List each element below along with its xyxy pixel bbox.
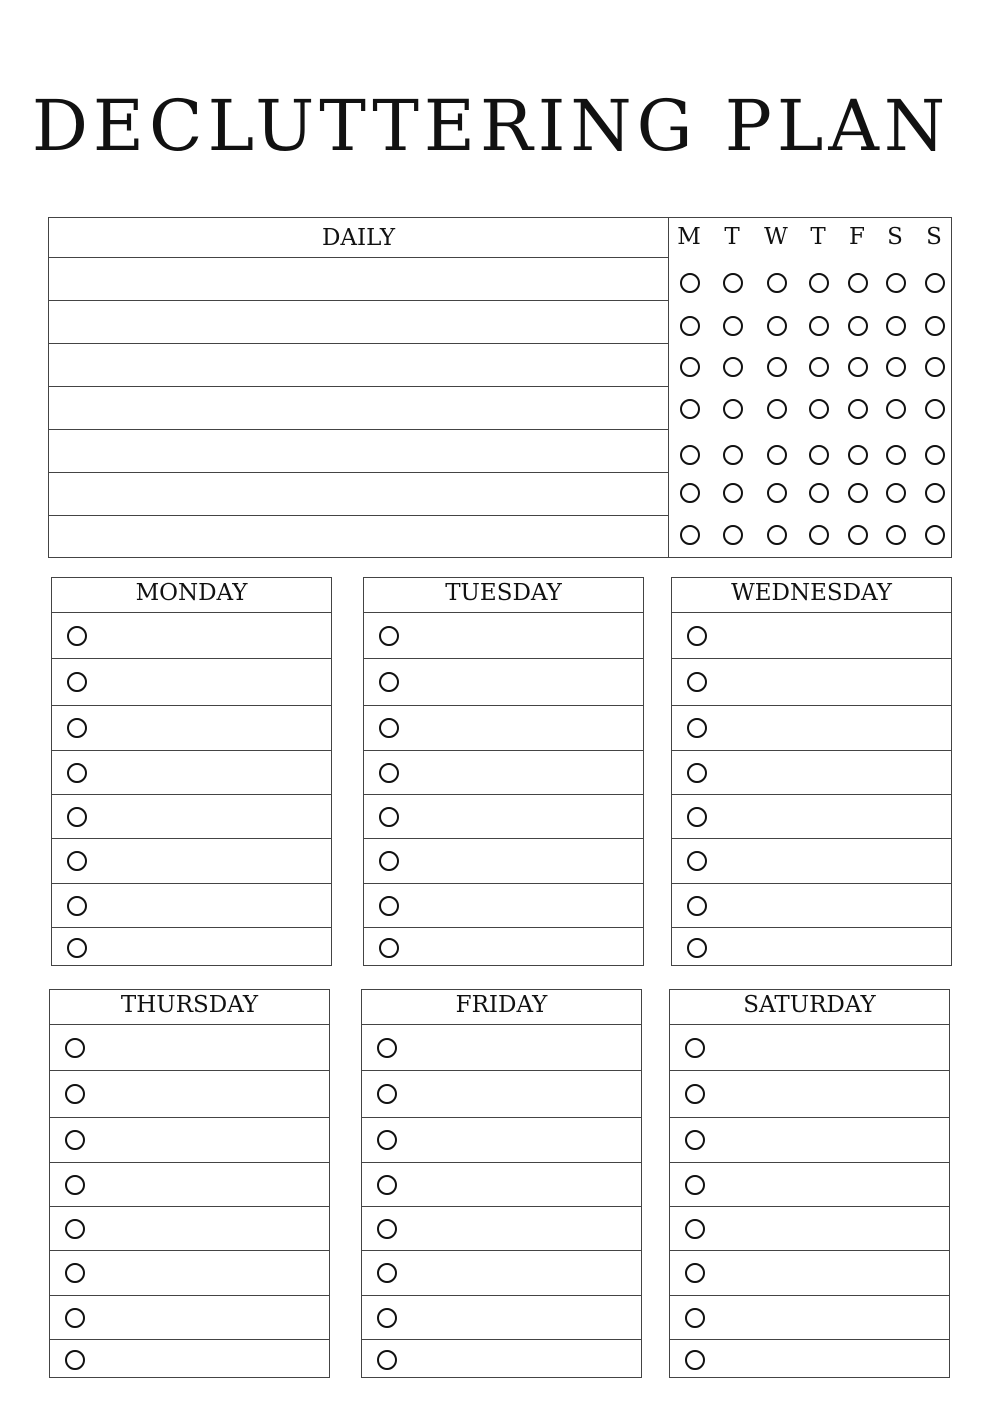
tracker-checkbox[interactable] <box>680 525 700 545</box>
tracker-checkbox[interactable] <box>809 316 829 336</box>
tracker-checkbox[interactable] <box>886 445 906 465</box>
tracker-checkbox[interactable] <box>723 357 743 377</box>
checklist-monday <box>51 577 332 966</box>
checkbox-circle-icon[interactable] <box>67 851 87 871</box>
tracker-checkbox[interactable] <box>848 316 868 336</box>
checklist-row[interactable] <box>50 1296 329 1340</box>
tracker-day-letter: S <box>887 224 903 250</box>
tracker-checkbox[interactable] <box>925 525 945 545</box>
checklist-row[interactable] <box>362 1071 641 1118</box>
tracker-checkbox[interactable] <box>848 273 868 293</box>
checklist-row[interactable] <box>52 884 331 928</box>
tracker-checkbox[interactable] <box>809 445 829 465</box>
checkbox-circle-icon[interactable] <box>687 807 707 827</box>
checklist-row[interactable] <box>364 613 643 659</box>
checklist-row[interactable] <box>672 928 951 967</box>
checklist-row[interactable] <box>362 1163 641 1207</box>
checkbox-circle-icon[interactable] <box>685 1308 705 1328</box>
tracker-checkbox[interactable] <box>723 483 743 503</box>
checklist-header: TUESDAY <box>364 578 643 613</box>
checkbox-circle-icon[interactable] <box>379 938 399 958</box>
checklist-row[interactable] <box>364 751 643 795</box>
checkbox-circle-icon[interactable] <box>377 1350 397 1370</box>
checkbox-circle-icon[interactable] <box>377 1263 397 1283</box>
checklist-row[interactable] <box>670 1118 949 1163</box>
daily-entry-line[interactable] <box>49 430 668 473</box>
tracker-checkbox[interactable] <box>809 357 829 377</box>
checkbox-circle-icon[interactable] <box>65 1263 85 1283</box>
tracker-checkbox[interactable] <box>723 399 743 419</box>
tracker-checkbox[interactable] <box>925 316 945 336</box>
tracker-checkbox[interactable] <box>925 445 945 465</box>
checkbox-circle-icon[interactable] <box>67 672 87 692</box>
page-title: DECLUTTERING PLAN <box>31 85 951 167</box>
checkbox-circle-icon[interactable] <box>685 1263 705 1283</box>
daily-header: DAILY <box>49 218 668 258</box>
checkbox-circle-icon[interactable] <box>65 1038 85 1058</box>
checkbox-circle-icon[interactable] <box>685 1175 705 1195</box>
checkbox-circle-icon[interactable] <box>65 1084 85 1104</box>
tracker-checkbox[interactable] <box>925 483 945 503</box>
checkbox-circle-icon[interactable] <box>65 1175 85 1195</box>
checklist-row[interactable] <box>672 839 951 884</box>
checklist-row[interactable] <box>52 751 331 795</box>
checklist-friday <box>361 989 642 1378</box>
tracker-checkbox[interactable] <box>723 525 743 545</box>
checkbox-circle-icon[interactable] <box>379 896 399 916</box>
tracker-checkbox[interactable] <box>886 273 906 293</box>
tracker-checkbox[interactable] <box>767 399 787 419</box>
checkbox-circle-icon[interactable] <box>687 672 707 692</box>
checkbox-circle-icon[interactable] <box>379 718 399 738</box>
checkbox-circle-icon[interactable] <box>687 763 707 783</box>
checklist-row[interactable] <box>52 839 331 884</box>
checkbox-circle-icon[interactable] <box>379 672 399 692</box>
checkbox-circle-icon[interactable] <box>67 807 87 827</box>
checklist-row[interactable] <box>670 1340 949 1379</box>
checklist-row[interactable] <box>362 1118 641 1163</box>
checkbox-circle-icon[interactable] <box>377 1175 397 1195</box>
tracker-checkbox[interactable] <box>809 483 829 503</box>
daily-entry-line[interactable] <box>49 387 668 430</box>
checkbox-circle-icon[interactable] <box>67 718 87 738</box>
checkbox-circle-icon[interactable] <box>687 896 707 916</box>
checklist-row[interactable] <box>50 1118 329 1163</box>
weekly-habit-tracker <box>668 217 952 558</box>
checkbox-circle-icon[interactable] <box>377 1308 397 1328</box>
checklist-header: SATURDAY <box>670 990 949 1025</box>
checklist-row[interactable] <box>672 751 951 795</box>
checklist-row[interactable] <box>670 1163 949 1207</box>
checklist-header: FRIDAY <box>362 990 641 1025</box>
tracker-checkbox[interactable] <box>767 445 787 465</box>
checklist-row[interactable] <box>50 1251 329 1296</box>
checklist-row[interactable] <box>364 928 643 967</box>
checklist-row[interactable] <box>362 1025 641 1071</box>
tracker-day-letter: T <box>810 224 826 250</box>
checklist-row[interactable] <box>50 1340 329 1379</box>
checklist-row[interactable] <box>672 659 951 706</box>
tracker-checkbox[interactable] <box>809 399 829 419</box>
tracker-checkbox[interactable] <box>848 399 868 419</box>
daily-entry-line[interactable] <box>49 258 668 301</box>
daily-lines <box>49 258 668 559</box>
checklist-tuesday <box>363 577 644 966</box>
checkbox-circle-icon[interactable] <box>67 626 87 646</box>
checkbox-circle-icon[interactable] <box>377 1219 397 1239</box>
tracker-checkbox[interactable] <box>680 483 700 503</box>
checklist-row[interactable] <box>50 1025 329 1071</box>
tracker-checkbox[interactable] <box>925 273 945 293</box>
checklist-row[interactable] <box>364 795 643 839</box>
checkbox-circle-icon[interactable] <box>685 1350 705 1370</box>
checklist-row[interactable] <box>52 795 331 839</box>
checkbox-circle-icon[interactable] <box>67 938 87 958</box>
checkbox-circle-icon[interactable] <box>377 1084 397 1104</box>
tracker-checkbox[interactable] <box>767 357 787 377</box>
tracker-checkbox[interactable] <box>680 445 700 465</box>
tracker-checkbox[interactable] <box>886 483 906 503</box>
checklist-row[interactable] <box>672 706 951 751</box>
checklist-row[interactable] <box>52 928 331 967</box>
checklist-row[interactable] <box>50 1071 329 1118</box>
checkbox-circle-icon[interactable] <box>685 1038 705 1058</box>
tracker-checkbox[interactable] <box>886 357 906 377</box>
tracker-checkbox[interactable] <box>886 525 906 545</box>
tracker-checkbox[interactable] <box>886 316 906 336</box>
tracker-checkbox[interactable] <box>925 399 945 419</box>
checkbox-circle-icon[interactable] <box>67 896 87 916</box>
checklist-row[interactable] <box>362 1340 641 1379</box>
tracker-checkbox[interactable] <box>809 273 829 293</box>
tracker-checkbox[interactable] <box>723 316 743 336</box>
checklist-row[interactable] <box>670 1207 949 1251</box>
checklist-thursday <box>49 989 330 1378</box>
tracker-checkbox[interactable] <box>680 273 700 293</box>
tracker-day-letter: M <box>677 224 701 250</box>
checkbox-circle-icon[interactable] <box>379 851 399 871</box>
checklist-row[interactable] <box>672 795 951 839</box>
checklist-row[interactable] <box>670 1251 949 1296</box>
checkbox-circle-icon[interactable] <box>377 1130 397 1150</box>
checklist-row[interactable] <box>672 613 951 659</box>
daily-entry-line[interactable] <box>49 473 668 516</box>
checkbox-circle-icon[interactable] <box>65 1350 85 1370</box>
tracker-checkbox[interactable] <box>767 273 787 293</box>
checklist-row[interactable] <box>362 1207 641 1251</box>
checklist-header: THURSDAY <box>50 990 329 1025</box>
checklist-row[interactable] <box>52 659 331 706</box>
checklist-row[interactable] <box>672 884 951 928</box>
checkbox-circle-icon[interactable] <box>379 626 399 646</box>
tracker-checkbox[interactable] <box>723 445 743 465</box>
checkbox-circle-icon[interactable] <box>65 1219 85 1239</box>
checklist-row[interactable] <box>362 1251 641 1296</box>
checklist-header: WEDNESDAY <box>672 578 951 613</box>
tracker-checkbox[interactable] <box>809 525 829 545</box>
tracker-day-letter: S <box>926 224 942 250</box>
checklist-header: MONDAY <box>52 578 331 613</box>
tracker-checkbox[interactable] <box>723 273 743 293</box>
checklist-row[interactable] <box>50 1207 329 1251</box>
tracker-day-letter: T <box>724 224 740 250</box>
checklist-row[interactable] <box>670 1025 949 1071</box>
tracker-checkbox[interactable] <box>848 483 868 503</box>
daily-entry-line[interactable] <box>49 301 668 344</box>
checkbox-circle-icon[interactable] <box>379 807 399 827</box>
tracker-checkbox[interactable] <box>848 357 868 377</box>
tracker-checkbox[interactable] <box>680 399 700 419</box>
checklist-wednesday <box>671 577 952 966</box>
checkbox-circle-icon[interactable] <box>687 851 707 871</box>
checkbox-circle-icon[interactable] <box>67 763 87 783</box>
checklist-row[interactable] <box>50 1163 329 1207</box>
checkbox-circle-icon[interactable] <box>685 1219 705 1239</box>
checkbox-circle-icon[interactable] <box>65 1308 85 1328</box>
tracker-checkbox[interactable] <box>767 525 787 545</box>
checklist-row[interactable] <box>52 613 331 659</box>
tracker-checkbox[interactable] <box>848 445 868 465</box>
checkbox-circle-icon[interactable] <box>379 763 399 783</box>
daily-entry-line[interactable] <box>49 516 668 559</box>
checklist-saturday <box>669 989 950 1378</box>
checkbox-circle-icon[interactable] <box>685 1130 705 1150</box>
checkbox-circle-icon[interactable] <box>65 1130 85 1150</box>
tracker-checkbox[interactable] <box>886 399 906 419</box>
checklist-row[interactable] <box>364 706 643 751</box>
checkbox-circle-icon[interactable] <box>687 938 707 958</box>
checklist-row[interactable] <box>670 1071 949 1118</box>
checklist-row[interactable] <box>364 659 643 706</box>
tracker-checkbox[interactable] <box>767 483 787 503</box>
checklist-row[interactable] <box>364 884 643 928</box>
tracker-day-letter: W <box>764 224 788 250</box>
daily-section <box>48 217 669 558</box>
tracker-checkbox[interactable] <box>767 316 787 336</box>
tracker-checkbox[interactable] <box>680 357 700 377</box>
checkbox-circle-icon[interactable] <box>687 718 707 738</box>
tracker-day-header <box>669 218 951 258</box>
checkbox-circle-icon[interactable] <box>685 1084 705 1104</box>
checklist-row[interactable] <box>362 1296 641 1340</box>
tracker-checkbox[interactable] <box>925 357 945 377</box>
checklist-row[interactable] <box>364 839 643 884</box>
checkbox-circle-icon[interactable] <box>377 1038 397 1058</box>
tracker-checkbox[interactable] <box>680 316 700 336</box>
checklist-row[interactable] <box>670 1296 949 1340</box>
checklist-row[interactable] <box>52 706 331 751</box>
tracker-checkbox[interactable] <box>848 525 868 545</box>
daily-entry-line[interactable] <box>49 344 668 387</box>
checkbox-circle-icon[interactable] <box>687 626 707 646</box>
tracker-day-letter: F <box>849 224 865 250</box>
